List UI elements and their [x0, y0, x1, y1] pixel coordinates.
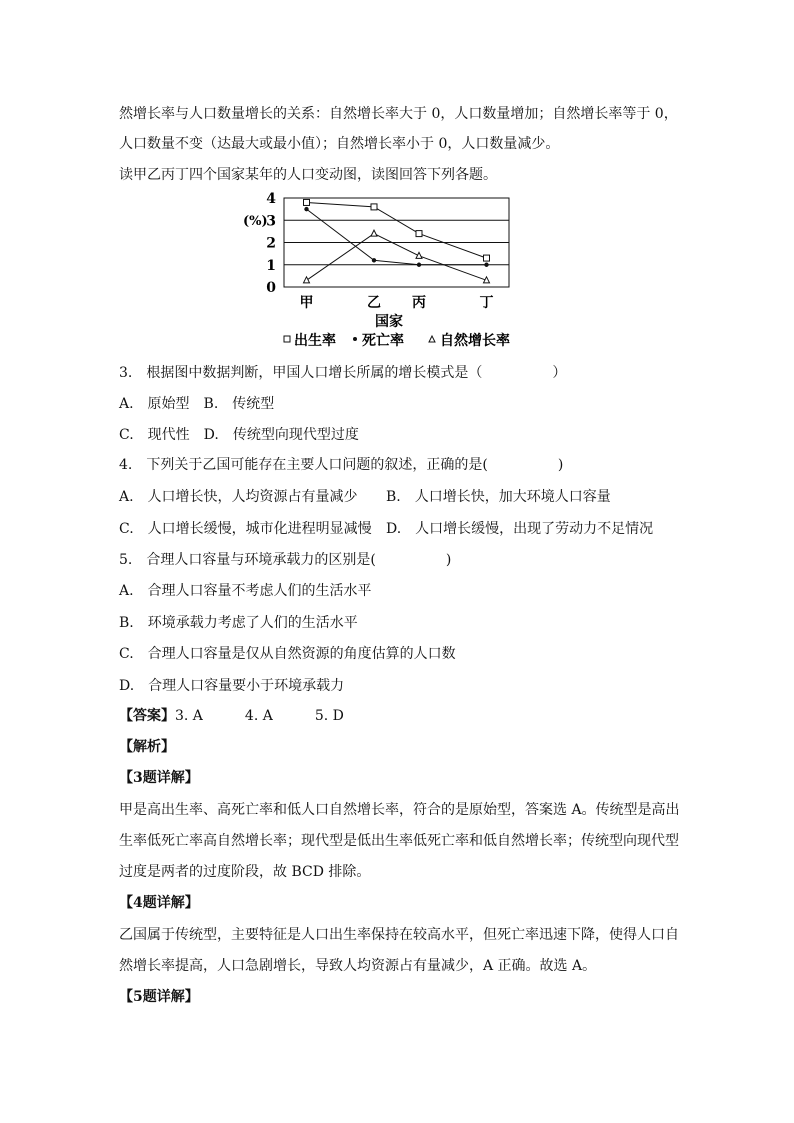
y-axis-label: (%) [243, 214, 268, 229]
death-rate-point [417, 263, 421, 267]
q3-detail-line-3: 过度是两者的过度阶段，故 BCD 排除。 [119, 864, 371, 880]
x-category-label: 丁 [479, 295, 494, 311]
answer-line [119, 706, 344, 726]
x-category-label: 乙 [367, 295, 381, 311]
birth-rate-point [416, 231, 422, 237]
chart-series [304, 199, 490, 282]
y-tick-label: 0 [266, 280, 276, 296]
q4-option-b: B. 人口增长快，加大环境人口容量 [386, 489, 611, 505]
death-rate-point [304, 207, 308, 211]
y-tick-label: 1 [266, 257, 276, 274]
birth-rate-point [304, 199, 310, 205]
chart-legend [284, 332, 510, 349]
intro-line-1: 然增长率与人口数量增长的关系：自然增长率大于 0，人口数量增加；自然增长率等于 0， [119, 106, 678, 122]
natural-growth-point [371, 230, 377, 236]
death-rate-point [372, 258, 376, 262]
q5-stem: 5. 合理人口容量与环境承载力的区别是( ) [119, 552, 452, 568]
chart-x-categories [300, 295, 494, 311]
q5-option-a: A. 合理人口容量不考虑人们的生活水平 [119, 583, 372, 599]
answer-values: 3. A 4. A 5. D [175, 708, 344, 724]
x-category-label: 丙 [412, 295, 426, 311]
intro-line-3: 读甲乙丙丁四个国家某年的人口变动图，读图回答下列各题。 [119, 167, 497, 183]
series-line-triangle [307, 234, 487, 281]
birth-rate-point [371, 204, 377, 210]
y-tick-label: 4 [266, 191, 276, 207]
q3-stem: 3. 根据图中数据判断，甲国人口增长所属的增长模式是（ ） [119, 365, 567, 381]
q4-detail-line-2: 然增长率提高，人口急剧增长，导致人均资源占有量减少，A 正确。故选 A。 [119, 958, 597, 974]
q3-detail-heading: 【3题详解】 [119, 770, 199, 786]
q4-option-d: D. 人口增长缓慢，出现了劳动力不足情况 [386, 521, 654, 537]
x-axis-label: 国家 [375, 314, 403, 330]
death-rate-point [484, 263, 488, 267]
population-change-chart [236, 190, 546, 355]
q5-option-b: B. 环境承载力考虑了人们的生活水平 [119, 615, 358, 631]
legend-triangle-marker [429, 336, 435, 342]
birth-rate-point [484, 255, 490, 261]
legend-square-marker [284, 336, 290, 342]
y-tick-label: 3 [266, 213, 276, 230]
series-line-square [307, 203, 487, 259]
q3-detail-line-2: 生率低死亡率高自然增长率；现代型是低出生率低死亡率和低自然增长率；传统型向现代型 [119, 833, 679, 849]
legend-dot-marker [353, 337, 357, 341]
x-category-label: 甲 [299, 295, 314, 311]
legend-death-rate: 死亡率 [362, 333, 404, 349]
q5-option-d: D. 合理人口容量要小于环境承载力 [119, 678, 345, 694]
q4-option-a: A. 人口增长快，人均资源占有量减少 [119, 489, 358, 505]
series-line-dot [307, 209, 487, 265]
q4-option-c: C. 人口增长缓慢，城市化进程明显减慢 [119, 521, 372, 537]
answer-label: 【答案】 [119, 708, 175, 724]
intro-line-2: 人口数量不变（达最大或最小值）；自然增长率小于 0，人口数量减少。 [119, 136, 560, 152]
y-tick-label: 2 [266, 235, 276, 252]
q4-stem: 4. 下列关于乙国可能存在主要人口问题的叙述，正确的是( ) [119, 457, 564, 473]
q3-options-cd: C. 现代性 D. 传统型向现代型过度 [119, 427, 359, 443]
chart-grid [284, 220, 509, 265]
analysis-label: 【解析】 [119, 739, 175, 755]
q4-detail-line-1: 乙国属于传统型，主要特征是人口出生率保持在较高水平，但死亡率迅速下降，使得人口自 [119, 927, 679, 943]
q3-detail-line-1: 甲是高出生率、高死亡率和低人口自然增长率，符合的是原始型，答案选 A。传统型是高出 [119, 802, 680, 818]
natural-growth-point [416, 252, 422, 258]
legend-birth-rate: 出生率 [294, 333, 336, 349]
q4-detail-heading: 【4题详解】 [119, 895, 199, 911]
q3-options-ab: A. 原始型 B. 传统型 [119, 396, 275, 412]
q5-option-c: C. 合理人口容量是仅从自然资源的角度估算的人口数 [119, 646, 456, 662]
natural-growth-point [304, 277, 310, 283]
q5-detail-heading: 【5题详解】 [119, 989, 199, 1005]
chart-y-ticks [266, 191, 276, 296]
legend-natural-growth-rate: 自然增长率 [440, 333, 510, 349]
